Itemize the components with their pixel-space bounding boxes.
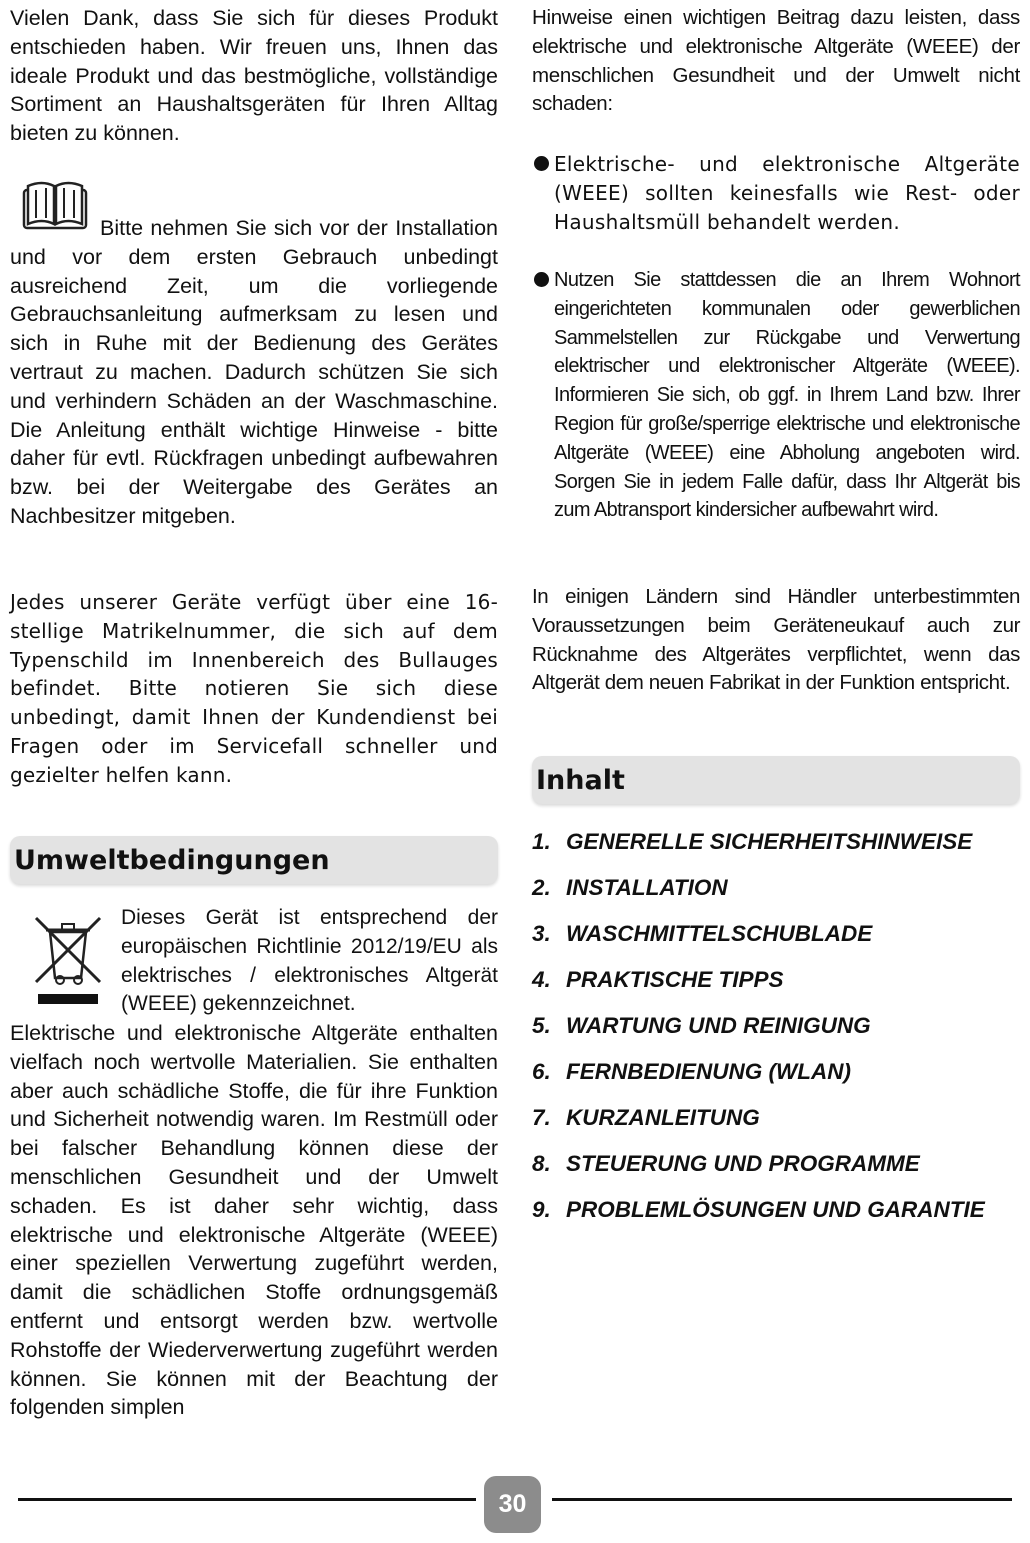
- manual-note-paragraph: Bitte nehmen Sie sich vor der Installation und vor dem ersten Gebrauch unbedingt ausreichend Zeit, um die vorliegende Gebrauchsanleitung aufmerksam zu lesen und sich in Ruhe mit der Bedienung des Gerätes vertraut zu machen. Dadurch schützen Sie sich und verhindern Schäden an der Waschmaschine. Die Anleitung enthält wichtige Hinweise - bitte daher für evtl. Rückfragen unbedingt aufbewahren bzw. bei der Weitergabe des Gerätes an Nachbesitzer mitgeben.: [10, 216, 498, 528]
- toc-item-label: INSTALLATION: [566, 875, 728, 900]
- bullet-item: [532, 150, 1020, 237]
- crossed-bin-icon: [28, 912, 108, 1008]
- weee-label-paragraph: Dieses Gerät ist entsprechend der europäischen Richtlinie 2012/19/EU als elektrisches / elektronisches Altgerät (WEEE) gekennzeichnet.: [121, 906, 498, 1016]
- bullet-dot: [534, 272, 549, 287]
- bullet-text: Elektrische- und elektronische Altgeräte (WEEE) sollten keinesfalls wie Rest- oder Haushaltsmüll behandelt werden.: [554, 152, 1020, 234]
- toc-item: 6. FERNBEDIENUNG (WLAN): [532, 1059, 851, 1084]
- toc-item-label: STEUERUNG UND PROGRAMME: [566, 1151, 920, 1176]
- weee-info-paragraph: Elektrische und elektronische Altgeräte enthalten vielfach noch wertvolle Materialien. Sie enthalten aber auch schädliche Stoffe, die für ihre Funktion und Sicherheit notwendig waren. Im Restmüll oder bei falscher Behandlung können diese der menschlichen Gesundheit und der Umwelt schaden. Es ist daher sehr wichtig, dass elektrische und elektronische Altgeräte (WEEE) einer speziellen Verwertung zugeführt werden, damit die schädlichen Stoffe ordnungsgemäß entfernt und entsorgt werden bzw. wertvolle Rohstoffe der Wiederverwertung zugeführt werden können. Sie können mit der Beachtung der folgenden simplen: [10, 1021, 498, 1420]
- page-number: 30: [484, 1476, 541, 1533]
- toc-item-label: PROBLEMLÖSUNGEN UND GARANTIE: [566, 1197, 985, 1222]
- intro-paragraph: Vielen Dank, dass Sie sich für dieses Produkt entschieden haben. Wir freuen uns, Ihnen das ideale Produkt und das bestmögliche, vollständige Sortiment an Haushaltsgeräten für Ihren Alltag bieten zu können.: [10, 6, 498, 146]
- toc-item: 4. PRAKTISCHE TIPPS: [532, 967, 784, 992]
- toc-item: 2. INSTALLATION: [532, 875, 728, 900]
- footer-rule-right: [552, 1498, 1012, 1501]
- toc-item: 8. STEUERUNG UND PROGRAMME: [532, 1151, 920, 1176]
- bullet-dot: [534, 156, 549, 171]
- toc-item: 9. PROBLEMLÖSUNGEN UND GARANTIE: [532, 1197, 985, 1222]
- toc-item-label: WASCHMITTELSCHUBLADE: [566, 921, 873, 946]
- bullet-text: Nutzen Sie stattdessen die an Ihrem Wohnort eingerichteten kommunalen oder gewerblichen Sammelstellen zur Rückgabe und Verwertung elektrischer und elektronischer Altgeräte (WEEE). Informieren Sie sich, ob ggf. in Ihrem Land bzw. Ihrer Region für große/sperrige elektrische und elektronische Altgeräte (WEEE) eine Abholung angeboten wird. Sorgen Sie in jedem Falle dafür, dass Ihr Altgerät bis zum Abtransport kindersicher aufbewahrt wird.: [554, 269, 1020, 522]
- toc-item: 7. KURZANLEITUNG: [532, 1105, 760, 1130]
- toc-item: 5. WARTUNG UND REINIGUNG: [532, 1013, 871, 1038]
- serial-number-paragraph: Jedes unserer Geräte verfügt über eine 16-stellige Matrikelnummer, die sich auf dem Typenschild im Innenbereich des Bullauges befindet. Bitte notieren Sie sich diese unbedingt, damit Ihnen der Kundendienst bei Fragen oder im Servicefall schneller und gezielter helfen kann.: [10, 590, 498, 787]
- bullet-item: [532, 266, 1020, 525]
- footer-rule-left: [18, 1498, 476, 1501]
- toc-item-label: PRAKTISCHE TIPPS: [566, 967, 784, 992]
- toc-item-label: KURZANLEITUNG: [566, 1105, 760, 1130]
- toc-item-label: GENERELLE SICHERHEITSHINWEISE: [566, 829, 973, 854]
- toc-item-label: FERNBEDIENUNG (WLAN): [566, 1059, 851, 1084]
- table-of-contents: [532, 826, 1020, 1240]
- toc-item: 1. GENERELLE SICHERHEITSHINWEISE: [532, 829, 973, 854]
- section-heading-contents: Inhalt: [532, 756, 1020, 804]
- dealer-note-paragraph: In einigen Ländern sind Händler unterbestimmten Voraussetzungen beim Geräteneukauf auch zur Rücknahme des Altgerätes verpflichtet, wenn das Altgerät dem neuen Fabrikat in der Funktion entspricht.: [532, 585, 1020, 695]
- section-heading-environment: Umweltbedingungen: [10, 836, 498, 884]
- toc-item: 3. WASCHMITTELSCHUBLADE: [532, 921, 873, 946]
- weee-continuation-paragraph: Hinweise einen wichtigen Beitrag dazu leisten, dass elektrische und elektronische Altgeräte (WEEE) der menschlichen Gesundheit und der Umwelt nicht schaden:: [532, 6, 1020, 116]
- toc-item-label: WARTUNG UND REINIGUNG: [566, 1013, 871, 1038]
